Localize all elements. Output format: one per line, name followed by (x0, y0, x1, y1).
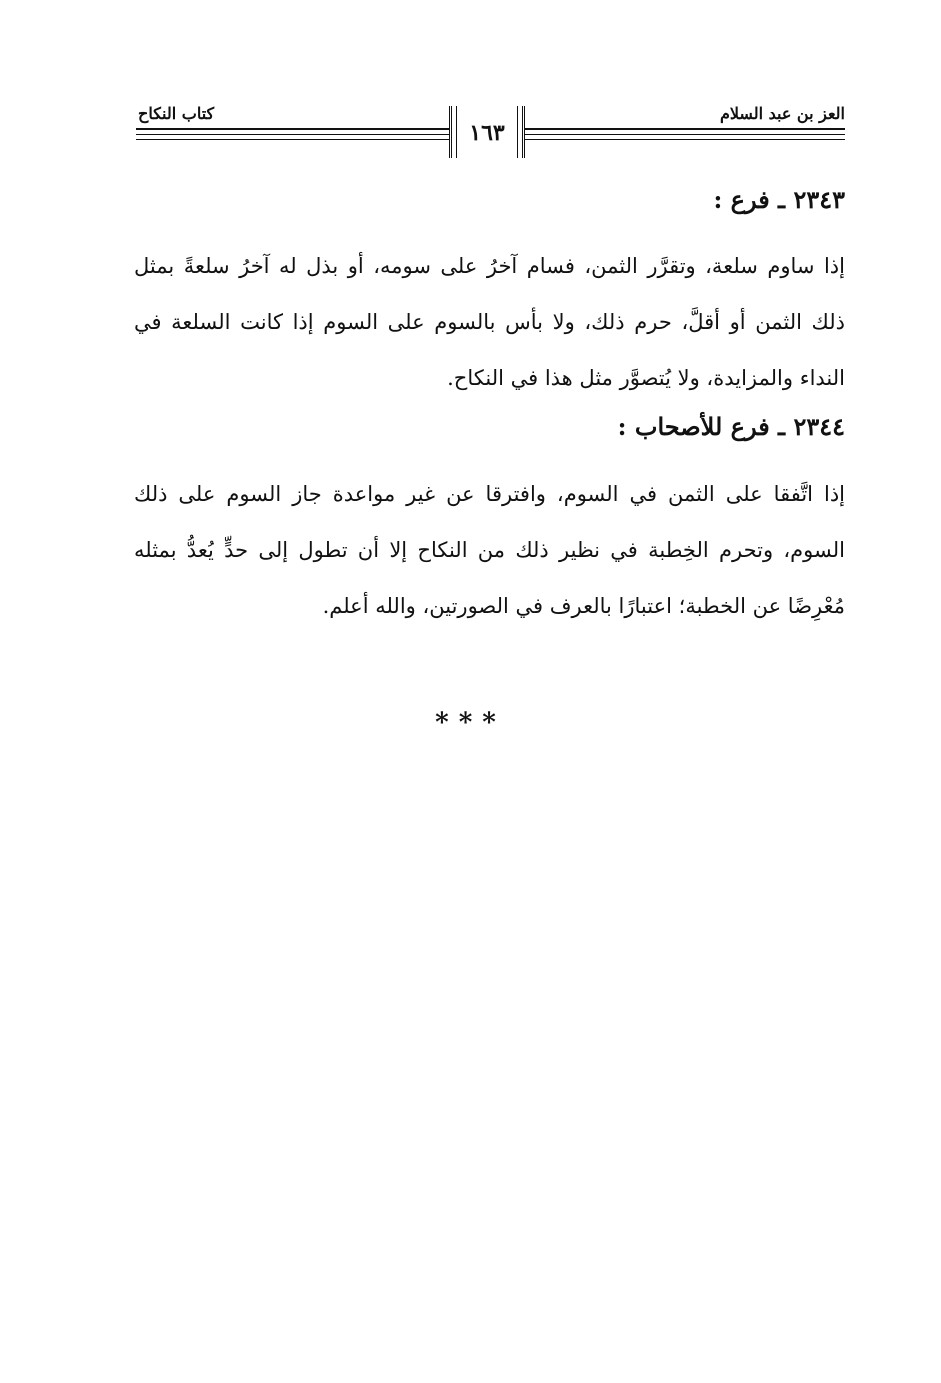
section-heading-2343: ٢٣٤٣ ـ فرع : (713, 185, 845, 214)
running-header-left: كتاب النكاح (138, 104, 215, 123)
section-separator: *** (435, 708, 506, 738)
page-number: ١٦٣ (469, 120, 505, 146)
section-paragraph-2344: إذا اتَّفقا على الثمن في السوم، وافترقا عن غير مواعدة جاز السوم على ذلك السوم، وتحرم الخِطبة في نظير ذلك من النكاح إلا أن تطول إلى حدٍّ يُعدُّ بمثله مُعْرِضًا عن الخطبة؛ اعتبارًا بالعرف في الصورتين، والله أعلم. (134, 482, 845, 618)
section-heading-2344: ٢٣٤٤ ـ فرع للأصحاب : (617, 412, 845, 441)
page-number-frame (449, 106, 525, 158)
running-header-right: العز بن عبد السلام (719, 104, 845, 123)
section-paragraph-2343: إذا ساوم سلعة، وتقرَّر الثمن، فسام آخرُ على سومه، أو بذل له آخرُ سلعةً بمثل ذلك الثمن أو أقلَّ، حرم ذلك، ولا بأس بالسوم على السوم إذا كانت السلعة في النداء والمزايدة، ولا يُتصوَّر مثل هذا في النكاح. (134, 254, 845, 390)
